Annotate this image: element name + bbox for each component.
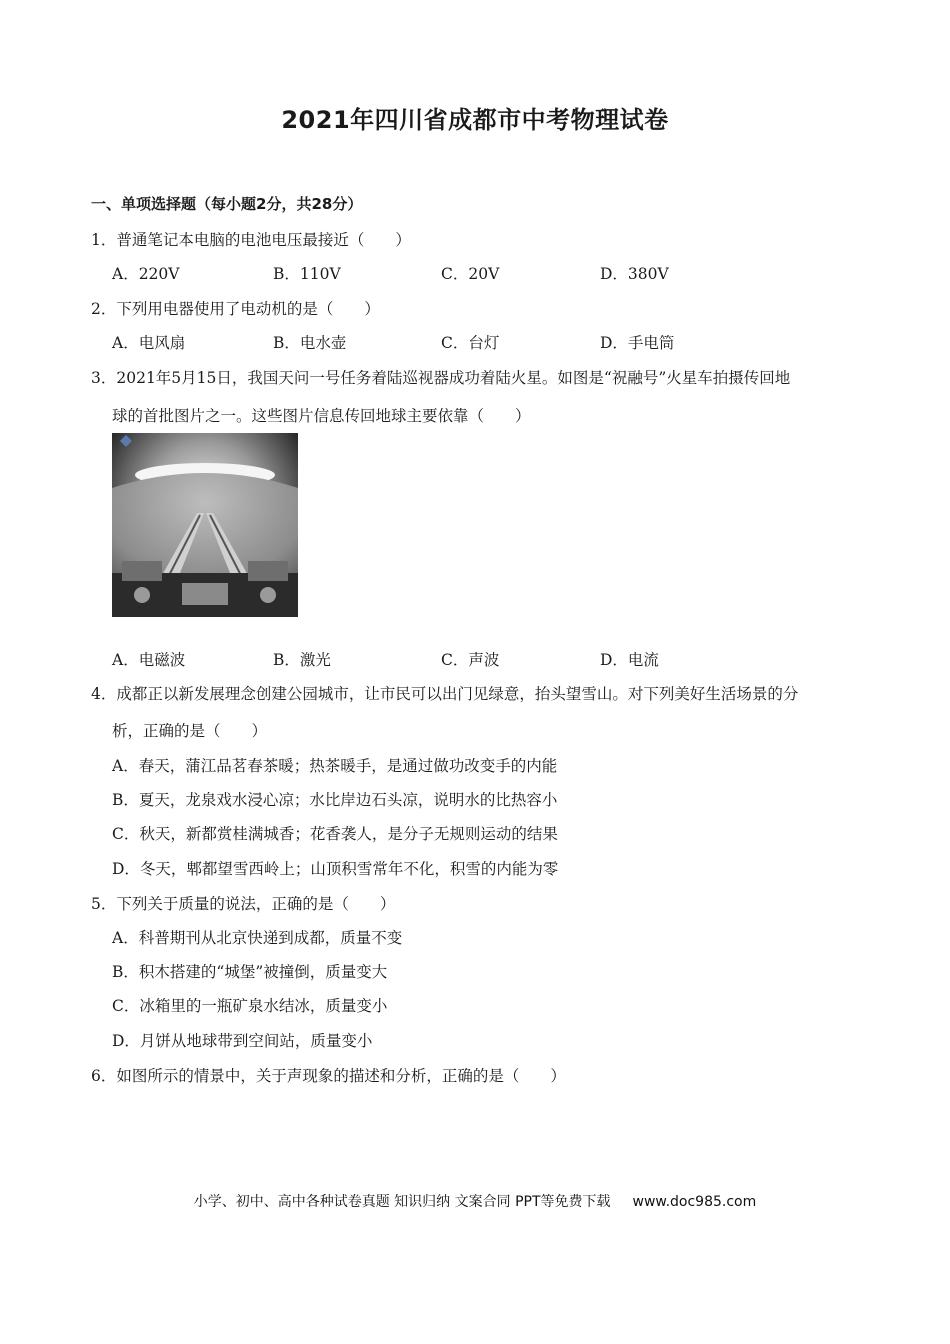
question-1-option-a: A．220V xyxy=(112,265,180,283)
footer-url[interactable]: www.doc985.com xyxy=(632,1194,757,1210)
question-1-stem: 1．普通笔记本电脑的电池电压最接近（ ） xyxy=(91,231,411,249)
question-5-option-d: D．月饼从地球带到空间站，质量变小 xyxy=(112,1032,373,1050)
page-footer xyxy=(0,1191,950,1211)
question-3-option-d: D．电流 xyxy=(600,651,659,669)
question-5-stem: 5．下列关于质量的说法，正确的是（ ） xyxy=(91,895,396,913)
question-4-stem-line-1: 4．成都正以新发展理念创建公园城市，让市民可以出门见绿意，抬头望雪山。对下列美好生活场景的分 xyxy=(91,685,799,703)
mars-rover-photo-graphic xyxy=(112,433,298,617)
question-4-option-b: B．夏天，龙泉戏水浸心凉；水比岸边石头凉，说明水的比热容小 xyxy=(112,791,558,809)
footer-text: 小学、初中、高中各种试卷真题 知识归纳 文案合同 PPT等免费下载 xyxy=(193,1194,611,1210)
question-4-option-c: C．秋天，新都赏桂满城香；花香袭人，是分子无规则运动的结果 xyxy=(112,825,558,843)
page-title: 2021年四川省成都市中考物理试卷 xyxy=(281,106,669,134)
question-1-option-b: B．110V xyxy=(273,265,341,283)
question-2-option-d: D．手电筒 xyxy=(600,334,675,352)
question-2-option-a: A．电风扇 xyxy=(112,334,186,352)
question-3-stem-line-2: 球的首批图片之一。这些图片信息传回地球主要依靠（ ） xyxy=(112,407,531,425)
question-4-option-d: D．冬天，郫都望雪西岭上；山顶积雪常年不化，积雪的内能为零 xyxy=(112,860,559,878)
question-3-stem-line-1: 3．2021年5月15日，我国天问一号任务着陆巡视器成功着陆火星。如图是“祝融号”火星车拍摄传回地 xyxy=(91,369,791,387)
question-4-option-a: A．春天，蒲江品茗春茶暖；热茶暖手，是通过做功改变手的内能 xyxy=(112,757,558,775)
question-2-option-c: C．台灯 xyxy=(441,334,500,352)
question-5-option-b: B．积木搭建的“城堡”被撞倒，质量变大 xyxy=(112,963,388,981)
question-5-option-a: A．科普期刊从北京快递到成都，质量不变 xyxy=(112,929,403,947)
section-heading: 一、单项选择题（每小题2分，共28分） xyxy=(91,195,363,213)
question-2-option-b: B．电水壶 xyxy=(273,334,347,352)
question-1-option-c: C．20V xyxy=(441,265,500,283)
question-6-stem: 6．如图所示的情景中，关于声现象的描述和分析，正确的是（ ） xyxy=(91,1067,566,1085)
question-3-option-a: A．电磁波 xyxy=(112,651,186,669)
question-5-option-c: C．冰箱里的一瓶矿泉水结冰，质量变小 xyxy=(112,997,388,1015)
question-1-option-d: D．380V xyxy=(600,265,669,283)
question-2-stem: 2．下列用电器使用了电动机的是（ ） xyxy=(91,300,380,318)
mars-rover-photo xyxy=(112,433,298,617)
question-3-option-c: C．声波 xyxy=(441,651,500,669)
question-4-stem-line-2: 析，正确的是（ ） xyxy=(112,722,268,740)
question-3-option-b: B．激光 xyxy=(273,651,331,669)
